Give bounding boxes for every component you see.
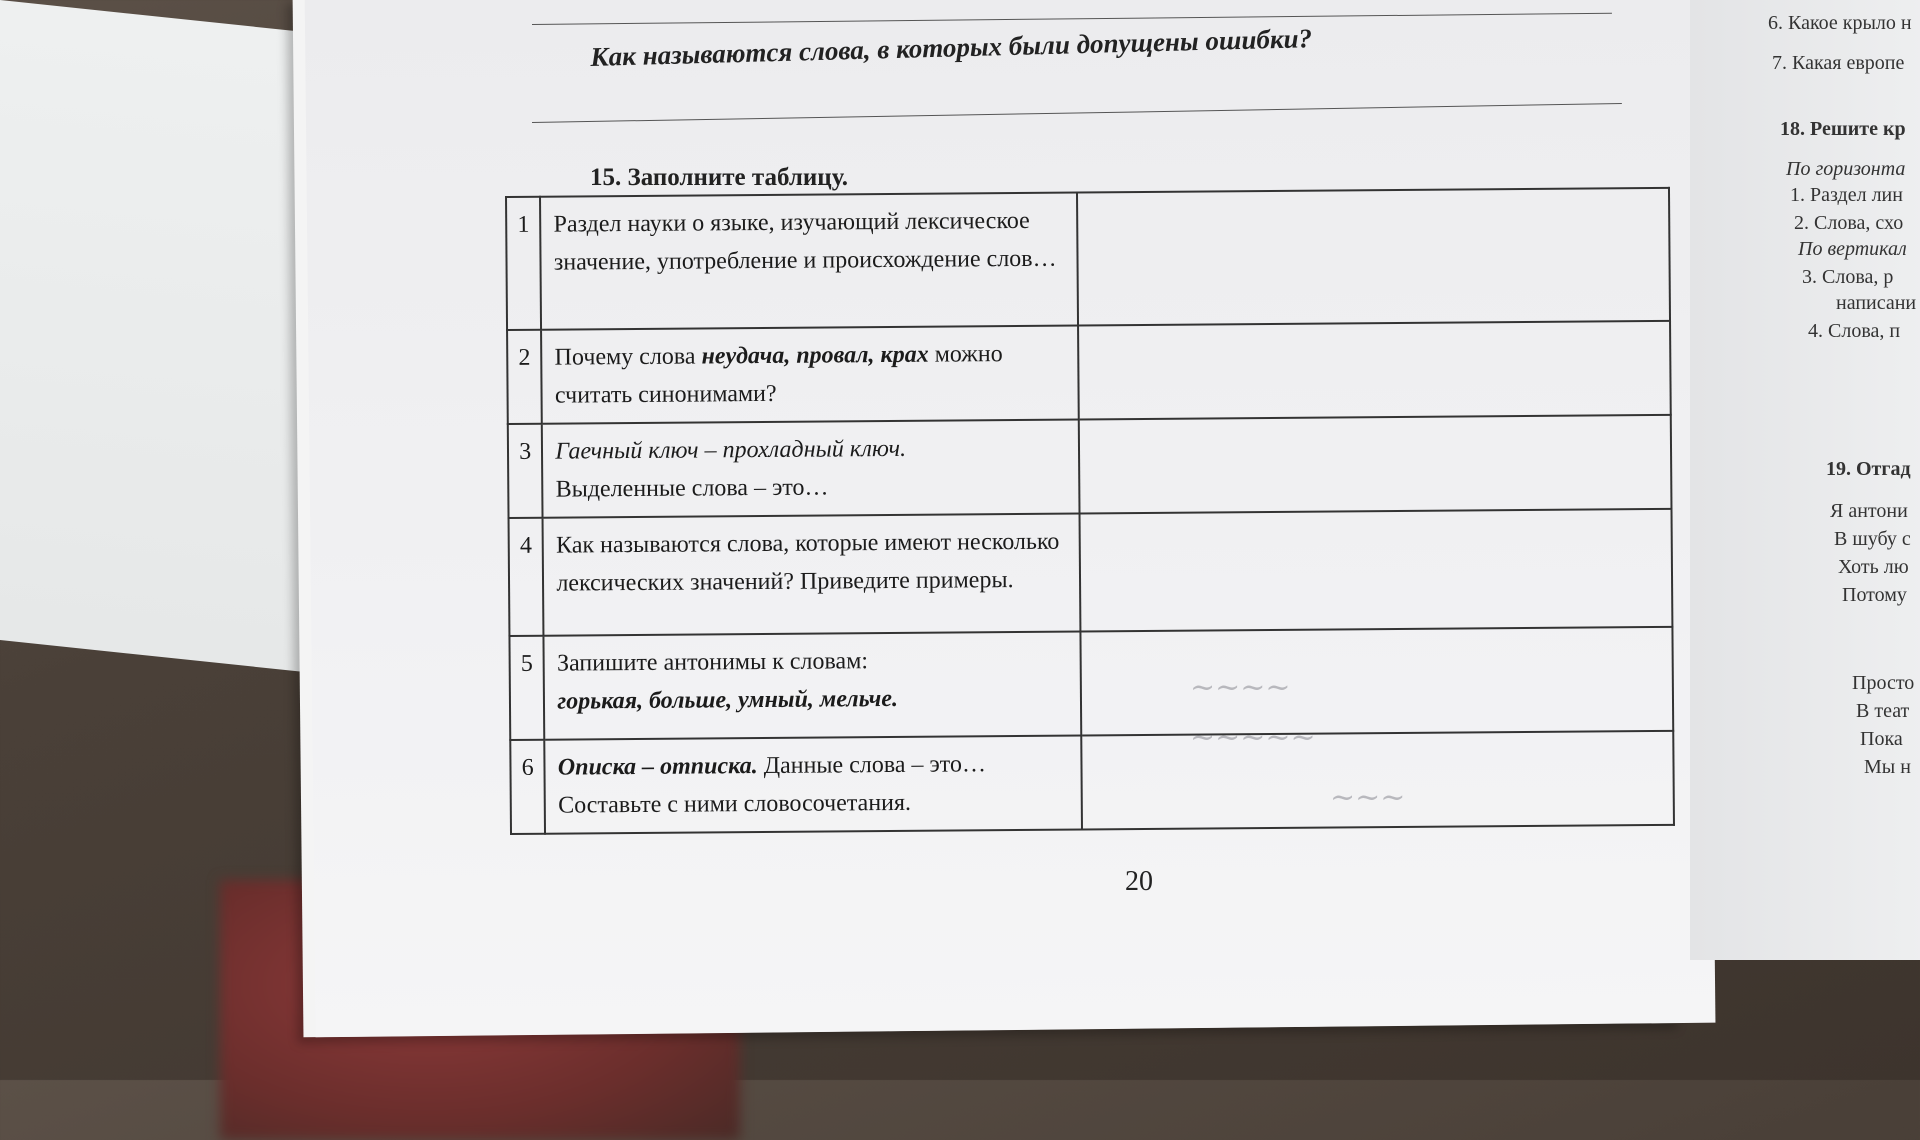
row-number: 4 [509, 518, 544, 636]
right-h2: 2. Слова, схо [1794, 212, 1904, 234]
right-poem-line: Пока [1860, 728, 1903, 750]
question-text: Выделенные слова – это… [555, 474, 829, 503]
question-cell: Раздел науки о языке, изучающий лексическое значение, употребление и происхождение слов… [540, 193, 1078, 330]
right-horizontal: По горизонта [1786, 158, 1906, 180]
table-row [509, 627, 1673, 740]
question-cell [545, 735, 1082, 833]
right-h1: 1. Раздел лин [1790, 184, 1903, 206]
right-poem-line: В шубу с [1834, 528, 1911, 550]
table-row [508, 415, 1672, 518]
right-poem-line: Просто [1852, 672, 1915, 694]
answer-cell[interactable] [1077, 188, 1670, 326]
right-v3: 3. Слова, р [1802, 266, 1894, 288]
answer-cell[interactable] [1079, 415, 1672, 514]
question-text: можно считать синонимами? [554, 341, 1003, 409]
emphasized-words: Описка – отписка. [557, 753, 758, 781]
right-line-7: 7. Какая европе [1772, 52, 1905, 74]
right-vertical: По вертикал [1798, 238, 1907, 260]
erased-pencil-writing: ~~~~~ [1190, 720, 1316, 755]
emphasized-words: неудача, провал, крах [701, 341, 929, 370]
question-cell: Как называются слова, которые имеют несколько лексических значений? Приведите примеры. [543, 513, 1080, 635]
question-cell [544, 631, 1081, 739]
right-ex18-title: 18. Решите кр [1780, 118, 1906, 140]
row-number: 5 [509, 636, 544, 740]
answer-cell[interactable] [1078, 321, 1671, 420]
table-row [509, 509, 1673, 636]
right-poem-line: Мы н [1864, 756, 1911, 778]
right-poem-line: Я антони [1830, 500, 1908, 522]
question-cell [541, 326, 1078, 424]
erased-pencil-writing: ~~~~ [1190, 670, 1291, 705]
right-ex19-title: 19. Отгад [1826, 458, 1911, 480]
emphasized-words: Гаечный ключ – прохладный ключ. [555, 435, 907, 465]
row-number: 3 [508, 424, 543, 518]
question-text: Почему слова [554, 343, 702, 371]
right-poem-line: Потому [1842, 584, 1907, 606]
page-number: 20 [1125, 866, 1153, 897]
question-cell [542, 420, 1079, 518]
emphasized-words: горькая, больше, умный, мельче. [557, 685, 899, 715]
top-question: Как называются слова, в которых были допущены ошибки? [590, 23, 1313, 72]
right-poem-line: В теат [1856, 700, 1910, 722]
right-v4: 4. Слова, п [1808, 320, 1901, 342]
row-number: 1 [506, 197, 541, 330]
table-row [507, 321, 1671, 424]
right-v3b: написани [1836, 292, 1917, 314]
right-poem-line: Хоть лю [1838, 556, 1909, 578]
right-page [1690, 0, 1920, 960]
table-row [510, 731, 1674, 834]
row-number: 6 [510, 740, 545, 834]
answer-cell[interactable] [1079, 509, 1672, 632]
table-row [506, 188, 1670, 330]
erased-pencil-writing: ~~~ [1330, 780, 1406, 815]
row-number: 2 [507, 330, 542, 424]
question-text: Данные слова – это… Составьте с ними словосочетания. [558, 751, 987, 819]
task-table [505, 187, 1675, 835]
answer-cell[interactable] [1080, 627, 1673, 736]
question-text: Запишите антонимы к словам: [556, 648, 869, 677]
exercise-title: 15. Заполните таблицу. [590, 164, 848, 191]
right-line-6: 6. Какое крыло н [1768, 12, 1912, 34]
desk-surface [0, 0, 330, 675]
